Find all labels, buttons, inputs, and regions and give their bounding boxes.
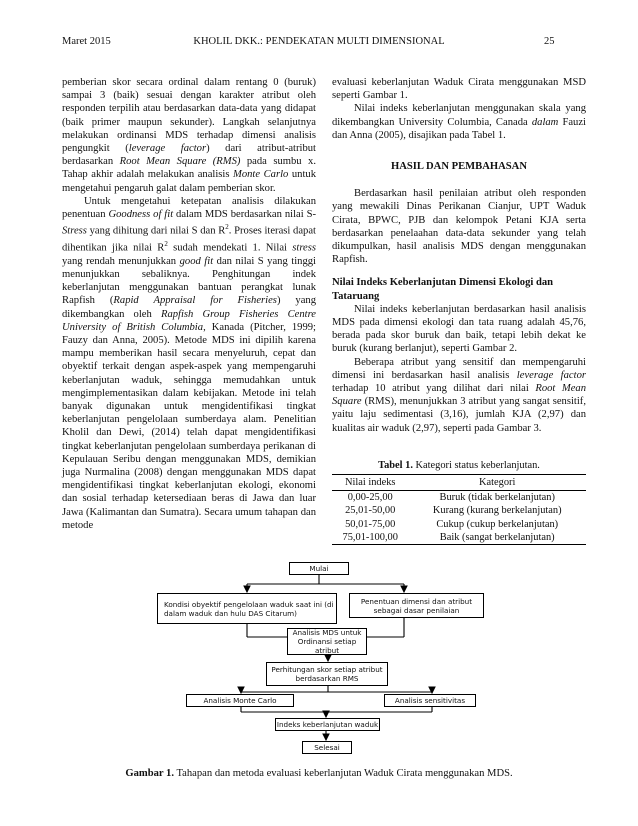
table-cell: Cukup (cukup berkelanjutan) — [436, 518, 559, 530]
figure-caption — [0, 768, 638, 779]
figure-caption-text: Tahapan dan metoda evaluasi keberlanjutan Waduk Cirata menggunakan MDS. — [173, 768, 513, 779]
text-run: Berdasarkan hasil penilaian atribut oleh responden yang mewakili Dinas Perikanan Cianjur, UPT Waduk Cirata, BPWC, PJB dan kelompok Petani KJA serta berdasarkan penelaahan data-data sekunder yang telah dikumpulkan, hasil analisis MDS dengan menggunakan Rapfish. — [332, 188, 586, 266]
flow-index-box: Indeks keberlanjutan waduk — [276, 720, 379, 729]
flow-rms-box: Perhitungan skor setiap atribut berdasarkan RMS — [266, 662, 388, 686]
text-run: Untuk mengetahui ketepatan analisis dilakukan penentuan — [62, 195, 316, 221]
text-run: Beberapa atribut yang sensitif dan mempengaruhi dimensi ini berdasarkan hasil analisis — [332, 356, 586, 381]
italic-text: Root Mean Square (RMS) — [119, 156, 241, 168]
text-run: Nilai indeks keberlanjutan berdasarkan hasil analisis MDS pada dimensi ekologi dan tata ruang adalah 45,76, berada pada skor buruk dan baik, tetapi lebih dekat ke buruk (kurang berlanjut), seperti Gambar 2. — [332, 303, 586, 355]
text-run: sudah mendekati 1. Nilai — [167, 242, 293, 254]
italic-text: dalam — [531, 116, 559, 128]
flow-end-box: Selesai — [302, 741, 352, 754]
table-cell: Baik (sangat berkelanjutan) — [408, 531, 586, 545]
table-cell: Buruk (tidak berkelanjutan) — [439, 492, 555, 504]
italic-text: good fit — [179, 255, 214, 267]
table-cell: Kurang (kurang berkelanjutan) — [432, 505, 562, 517]
table-header-category: Kategori — [408, 475, 586, 491]
text-run: evaluasi keberlanjutan Waduk Cirata menggunakan MSD seperti Gambar 1. — [332, 77, 586, 102]
italic-text: Rapfish Group Fisheries Centre University of British Columbia — [62, 308, 317, 333]
flow-start-box: Mulai — [289, 562, 349, 575]
italic-text: leverage factor — [128, 143, 207, 155]
text-run: untuk mengetahui pengaruh galat dalam pemberian skor. — [62, 169, 316, 194]
text-run: yang dihitung dari nilai S dan R — [86, 225, 226, 237]
figure-caption-label: Gambar 1. — [125, 768, 174, 779]
italic-text: Goodness of fit — [108, 209, 174, 221]
italic-text: Root Mean Square — [332, 383, 586, 408]
flow-condition-box: Kondisi obyektif pengelolaan waduk saat ini (di dalam waduk dan hulu DAS Citarum) — [157, 593, 337, 624]
table-caption-text: Kategori status keberlanjutan. — [412, 459, 540, 471]
header-title: KHOLIL DKK.: PENDEKATAN MULTI DIMENSIONAL — [193, 36, 445, 47]
italic-text: Monte Carlo — [233, 169, 289, 181]
table-cell: 50,01-75,00 — [345, 518, 396, 530]
flow-mds-box: Analisis MDS untuk Ordinansi setiap atribut — [287, 628, 367, 655]
superscript: 2 — [225, 223, 229, 232]
text-run: , Kanada (Pitcher, 1999; Fauzy dan Anna, 2005). Metode MDS ini dipilih karena mampu memberikan hasil secara menyeluruh, cepat dan obyektif terkait dengan aspek-aspek yang mempengaruhi keberlanjutan waduk, sehingga memudahkan untuk mengimplementasikan dalam kebijakan. Metode ini telah banyak digunakan untuk mengidentifikasi tingkat keberlanjutan pengelolaan sumberdaya alam. Penelitian Kholil dan Dewi, (2014) telah dapat mengidentifikasi tingkat keberlanjutan pengelolaan sumberdaya perikanan di Kepulauan Seribu dengan menggunakan MDS, demikian juga Nurmalina (2008) dengan menggunakan MDS dapat mengidentifikasi tingkat keberlanjutan ekologi, ekonomi dan sosial terhadap ketersediaan beras di Jawa dan luar Jawa (Kalimantan dan Sumatra). Secara umum tahapan dan metode — [62, 321, 316, 531]
table-header-index: Nilai indeks — [332, 475, 408, 491]
italic-text: Rapid Appraisal for Fisheries — [113, 295, 277, 307]
text-run: ) dari atribut-atribut berdasarkan — [62, 143, 317, 168]
text-run: dan nilai S yang tinggi menunjukkan sebaliknya. Penghitungan indek keberlanjutan menggunakan bantuan perangkat lunak Rapfish ( — [62, 255, 317, 307]
section-title: HASIL DAN PEMBAHASAN — [391, 161, 527, 173]
table-cell: 75,01-100,00 — [332, 531, 408, 545]
table-cell: 0,00-25,00 — [347, 492, 393, 504]
text-run: (RMS), menunjukkan 3 atribut yang sangat sensitif, yaitu laju sedimentasi (3,16), jumlah KJA (2,97) dan kualitas air waduk (2,97), seperti pada Gambar 3. — [332, 396, 586, 434]
page-number: 25 — [544, 36, 555, 47]
italic-text: stress — [292, 242, 316, 254]
table-cell: 25,01-50,00 — [345, 505, 396, 517]
table-caption-label: Tabel 1. — [378, 459, 413, 471]
flow-sensitivity-box: Analisis sensitivitas — [384, 694, 476, 707]
superscript: 2 — [164, 239, 168, 248]
text-run: yang rendah menunjukkan — [62, 255, 180, 267]
text-run: pada sumbu x. Tahap akhir adalah melakukan analisis — [62, 156, 316, 181]
subsection-title: Nilai Indeks Keberlanjutan Dimensi Ekologi dan Tataruang — [332, 277, 554, 302]
text-run: . Proses iterasi dapat dihentikan jika nilai R — [62, 225, 316, 254]
text-run: pemberian skor secara ordinal dalam rentang 0 (buruk) sampai 3 (baik) sesuai dengan karakter atribut oleh responden terpilih atau berdasarkan data-data yang didapat (baik primer maupun sekunder). Langkah selanjutnya melakukan ordinansi MDS terhadap dimensi analisis pengungkit ( — [62, 77, 316, 155]
text-run: Nilai indeks keberlanjutan menggunakan skala yang dikembangkan University Columbia, Canada — [332, 103, 586, 128]
text-run: ) yang dikembangkan oleh — [62, 295, 316, 320]
text-run: terhadap 10 atribut yang dilihat dari nilai — [332, 383, 536, 395]
flow-monte-carlo-box: Analisis Monte Carlo — [186, 694, 294, 707]
italic-text: Stress — [62, 225, 87, 237]
text-run: Fauzi dan Anna (2005), disajikan pada Tabel 1. — [332, 116, 587, 141]
italic-text: leverage factor — [516, 369, 586, 381]
header-date: Maret 2015 — [62, 36, 111, 47]
text-run: dalam MDS berdasarkan nilai S- — [173, 209, 316, 221]
flow-dimension-box: Penentuan dimensi dan atribut sebagai dasar penilaian — [349, 593, 484, 618]
